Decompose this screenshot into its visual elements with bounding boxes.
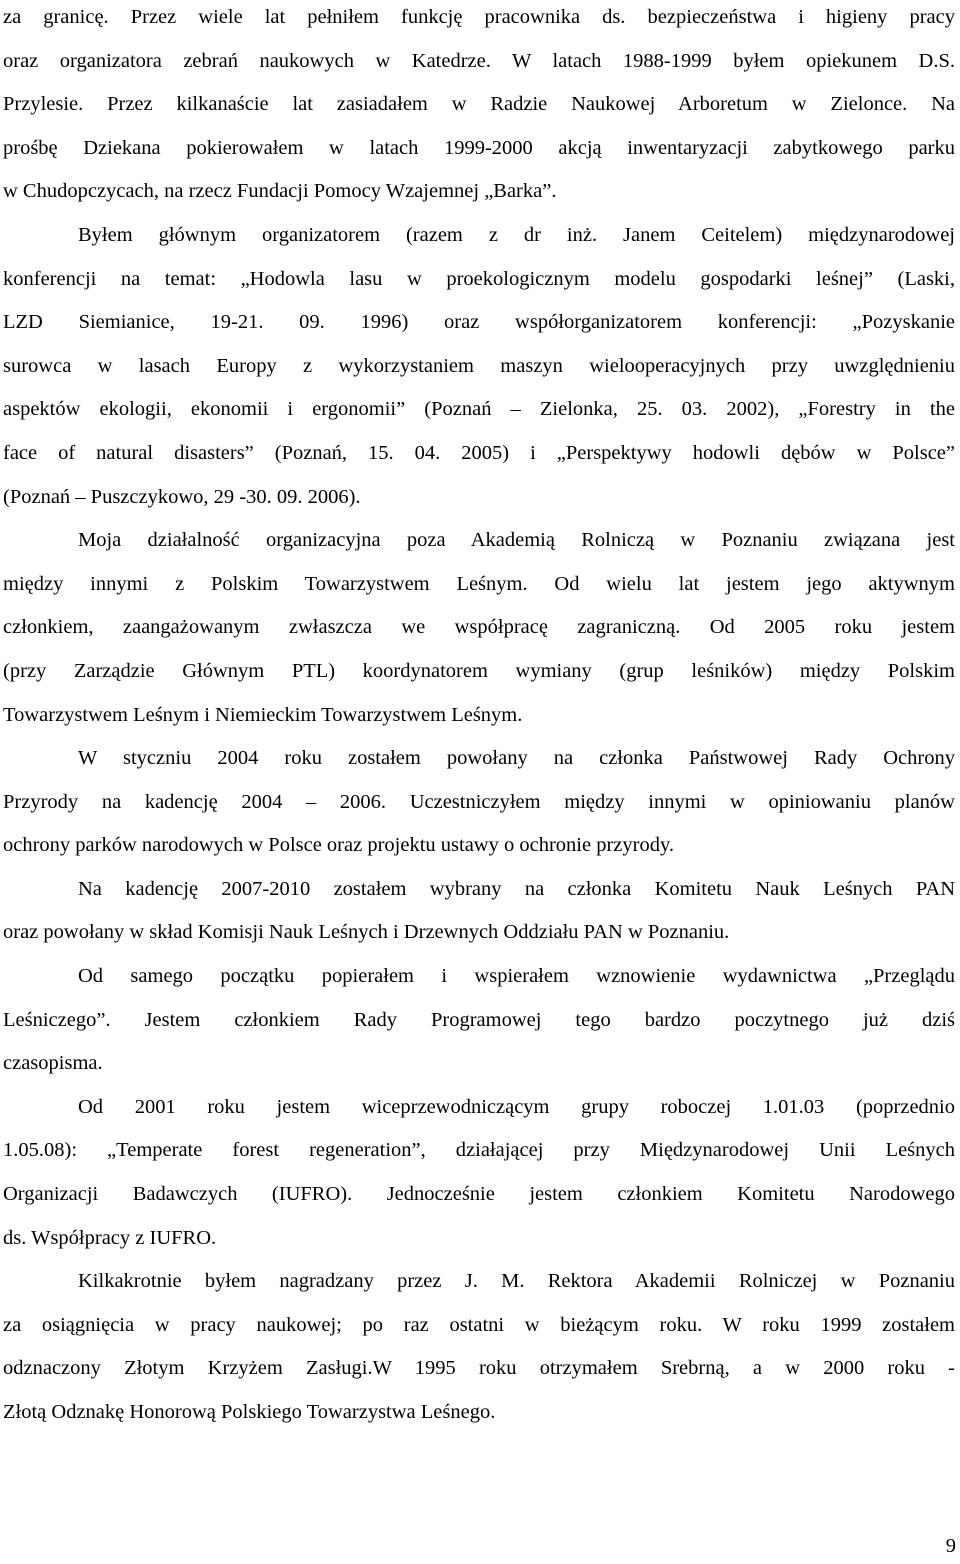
page-number: 9 xyxy=(945,1535,956,1557)
paragraph-first-line: Byłem głównym organizatorem (razem z dr inż. Janem Ceitelem) międzynarodowej xyxy=(78,223,955,246)
text-line: czasopisma. xyxy=(3,1052,103,1075)
text-line: Organizacji Badawczych (IUFRO). Jednocześnie jestem członkiem Komitetu Narodowego xyxy=(3,1183,955,1206)
text-line: za osiągnięcia w pracy naukowej; po raz ostatni w bieżącym roku. W roku 1999 zostałem xyxy=(3,1313,955,1336)
text-line: 1.05.08): „Temperate forest regeneration”, działającej przy Międzynarodowej Unii Leśnych xyxy=(3,1139,955,1162)
text-line: (Poznań – Puszczykowo, 29 -30. 09. 2006). xyxy=(3,485,361,508)
text-line: Towarzystwem Leśnym i Niemieckim Towarzystwem Leśnym. xyxy=(3,703,523,726)
text-line: LZD Siemianice, 19-21. 09. 1996) oraz współorganizatorem konferencji: „Pozyskanie xyxy=(3,311,955,334)
paragraph-first-line: Od samego początku popierałem i wspierałem wznowienie wydawnictwa „Przeglądu xyxy=(78,965,955,988)
text-line: face of natural disasters” (Poznań, 15. 04. 2005) i „Perspektywy hodowli dębów w Polsce” xyxy=(3,441,955,464)
document-page xyxy=(3,0,955,1435)
text-line: za granicę. Przez wiele lat pełniłem funkcję pracownika ds. bezpieczeństwa i higieny pracy xyxy=(3,6,955,28)
text-line: odznaczony Złotym Krzyżem Zasługi.W 1995 roku otrzymałem Srebrną, a w 2000 roku - xyxy=(3,1357,955,1380)
text-line: oraz organizatora zebrań naukowych w Katedrze. W latach 1988-1999 byłem opiekunem D.S. xyxy=(3,49,955,72)
text-line: (przy Zarządzie Głównym PTL) koordynatorem wymiany (grup leśników) między Polskim xyxy=(3,659,955,682)
text-line: aspektów ekologii, ekonomii i ergonomii” (Poznań – Zielonka, 25. 03. 2002), „Forestry in the xyxy=(3,398,955,421)
text-line: Złotą Odznakę Honorową Polskiego Towarzystwa Leśnego. xyxy=(3,1401,496,1423)
paragraph-first-line: Od 2001 roku jestem wiceprzewodniczącym grupy roboczej 1.01.03 (poprzednio xyxy=(78,1095,955,1118)
text-line: Leśniczego”. Jestem członkiem Rady Programowej tego bardzo poczytnego już dziś xyxy=(3,1008,955,1031)
text-line: prośbę Dziekana pokierowałem w latach 1999-2000 akcją inwentaryzacji zabytkowego parku xyxy=(3,136,955,159)
paragraph-first-line: Na kadencję 2007-2010 zostałem wybrany na członka Komitetu Nauk Leśnych PAN xyxy=(78,877,955,900)
paragraph-first-line: W styczniu 2004 roku zostałem powołany na członka Państwowej Rady Ochrony xyxy=(78,747,955,770)
text-line: konferencji na temat: „Hodowla lasu w proekologicznym modelu gospodarki leśnej” (Laski, xyxy=(3,267,955,290)
text-line: ds. Współpracy z IUFRO. xyxy=(3,1226,217,1249)
text-line: oraz powołany w skład Komisji Nauk Leśnych i Drzewnych Oddziału PAN w Poznaniu. xyxy=(3,921,730,944)
text-line: między innymi z Polskim Towarzystwem Leśnym. Od wielu lat jestem jego aktywnym xyxy=(3,572,955,595)
text-line: w Chudopczycach, na rzecz Fundacji Pomocy Wzajemnej „Barka”. xyxy=(3,180,557,203)
text-line: ochrony parków narodowych w Polsce oraz projektu ustawy o ochronie przyrody. xyxy=(3,834,674,857)
text-line: członkiem, zaangażowanym zwłaszcza we współpracę zagraniczną. Od 2005 roku jestem xyxy=(3,616,955,639)
text-line: Przyrody na kadencję 2004 – 2006. Uczestniczyłem między innymi w opiniowaniu planów xyxy=(3,790,955,813)
text-line: Przylesie. Przez kilkanaście lat zasiadałem w Radzie Naukowej Arboretum w Zielonce. Na xyxy=(3,93,955,116)
text-line: surowca w lasach Europy z wykorzystaniem maszyn wielooperacyjnych przy uwzględnieniu xyxy=(3,354,955,377)
paragraph-first-line: Moja działalność organizacyjna poza Akademią Rolniczą w Poznaniu związana jest xyxy=(78,529,955,552)
paragraph-first-line: Kilkakrotnie byłem nagradzany przez J. M. Rektora Akademii Rolniczej w Poznaniu xyxy=(78,1270,955,1293)
